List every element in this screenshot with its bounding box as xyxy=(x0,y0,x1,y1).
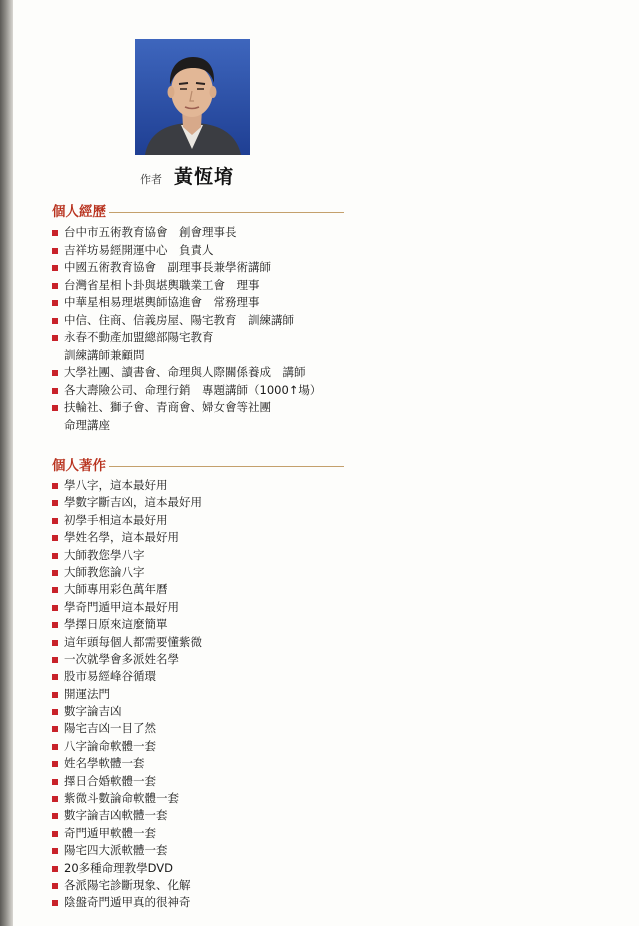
career-item-text: 中信、住商、信義房屋、陽宅教育 訓練講師 xyxy=(64,312,294,327)
bullet-square-icon xyxy=(52,883,58,889)
works-item xyxy=(52,894,202,911)
author-photo xyxy=(135,39,250,155)
works-item xyxy=(52,547,202,564)
works-item-text: 股市易經峰谷循環 xyxy=(64,669,156,684)
career-item-text: 台灣省星相卜卦與堪輿職業工會 理事 xyxy=(64,277,260,292)
bullet-square-icon xyxy=(52,405,58,411)
bullet-square-icon xyxy=(52,318,58,324)
works-item-text: 一次就學會多派姓名學 xyxy=(64,651,179,666)
works-item xyxy=(52,755,202,772)
works-item xyxy=(52,529,202,546)
career-item-text: 永春不動產加盟總部陽宅教育 xyxy=(64,330,214,344)
works-item-text: 陽宅四大派軟體一套 xyxy=(64,843,168,858)
bullet-square-icon xyxy=(52,796,58,802)
career-title-text: 個人經歷 xyxy=(52,204,106,220)
works-item xyxy=(52,877,202,894)
works-item xyxy=(52,842,202,859)
career-item xyxy=(52,312,321,330)
career-item xyxy=(52,294,321,312)
career-item-text: 中華星相易理堪輿師協進會 常務理事 xyxy=(64,295,260,309)
works-item-text: 學姓名學，這本最好用 xyxy=(64,530,179,545)
works-item-text: 奇門遁甲軟體一套 xyxy=(64,825,156,840)
works-item xyxy=(52,494,202,511)
works-item-text: 大師教您學八字 xyxy=(64,547,145,562)
bullet-square-icon xyxy=(52,640,58,646)
bullet-square-icon xyxy=(52,605,58,611)
career-item xyxy=(52,259,321,277)
bullet-square-icon xyxy=(52,300,58,306)
career-item-text: 扶輪社、獅子會、青商會、婦女會等社團 xyxy=(64,400,271,414)
bullet-square-icon xyxy=(52,622,58,628)
career-item xyxy=(52,364,321,382)
career-item-text: 台中市五術教育協會 創會理事長 xyxy=(64,225,237,239)
bullet-square-icon xyxy=(52,692,58,698)
works-item-text: 大師教您論八字 xyxy=(64,564,145,579)
works-item-text: 學奇門遁甲這本最好用 xyxy=(64,599,179,614)
works-item xyxy=(52,564,202,581)
author-label: 作者 xyxy=(140,173,162,186)
works-item xyxy=(52,790,202,807)
bullet-square-icon xyxy=(52,709,58,715)
works-item xyxy=(52,512,202,529)
bullet-square-icon xyxy=(52,900,58,906)
works-title-text: 個人著作 xyxy=(52,458,106,474)
author-credit xyxy=(140,162,270,189)
works-item-text: 數字論吉凶 xyxy=(64,704,122,719)
works-item xyxy=(52,773,202,790)
works-item-text: 陽宅吉凶一目了然 xyxy=(64,721,156,736)
bullet-square-icon xyxy=(52,535,58,541)
works-item xyxy=(52,634,202,651)
works-item xyxy=(52,720,202,737)
works-item xyxy=(52,668,202,685)
works-item xyxy=(52,807,202,824)
bullet-square-icon xyxy=(52,674,58,680)
bullet-square-icon xyxy=(52,248,58,254)
works-item-text: 陰盤奇門遁甲真的很神奇 xyxy=(64,895,191,910)
career-item-text-continued: 命理講座 xyxy=(64,417,110,432)
bullet-square-icon xyxy=(52,848,58,854)
career-title-rule xyxy=(109,212,344,213)
works-item-text: 八字論命軟體一套 xyxy=(64,738,156,753)
works-item xyxy=(52,738,202,755)
bullet-square-icon xyxy=(52,570,58,576)
works-item-text: 初學手相這本最好用 xyxy=(64,512,168,527)
career-item-text: 各大壽險公司、命理行銷 專題講師（1000↑場） xyxy=(64,382,322,397)
works-item xyxy=(52,825,202,842)
works-item xyxy=(52,477,202,494)
bullet-square-icon xyxy=(52,587,58,593)
works-item-text: 這年頭每個人都需要懂紫微 xyxy=(64,634,202,649)
works-item xyxy=(52,860,202,877)
bullet-square-icon xyxy=(52,744,58,750)
works-item-text: 紫微斗數論命軟體一套 xyxy=(64,791,179,806)
bullet-square-icon xyxy=(52,813,58,819)
career-item xyxy=(52,329,321,364)
bullet-square-icon xyxy=(52,657,58,663)
works-item-text: 姓名學軟體一套 xyxy=(64,756,145,771)
career-item-text: 吉祥坊易經開運中心 負責人 xyxy=(64,242,214,257)
works-item-text: 20多種命理教學DVD xyxy=(64,860,174,875)
bullet-square-icon xyxy=(52,265,58,271)
bullet-square-icon xyxy=(52,726,58,732)
career-list xyxy=(52,224,321,434)
works-section-title xyxy=(52,454,344,474)
bullet-square-icon xyxy=(52,518,58,524)
career-item-text: 大學社團、讀書會、命理與人際關係養成 講師 xyxy=(64,365,306,379)
works-item xyxy=(52,616,202,633)
career-item xyxy=(52,399,321,434)
bullet-square-icon xyxy=(52,831,58,837)
page-edge-shadow xyxy=(0,0,13,926)
works-item-text: 大師專用彩色萬年曆 xyxy=(64,582,168,597)
author-portrait-icon xyxy=(135,39,250,155)
works-item xyxy=(52,581,202,598)
bullet-square-icon xyxy=(52,483,58,489)
works-item-text: 學擇日原來這麼簡單 xyxy=(64,617,168,632)
bullet-square-icon xyxy=(52,500,58,506)
bullet-square-icon xyxy=(52,230,58,236)
bullet-square-icon xyxy=(52,866,58,872)
bullet-square-icon xyxy=(52,388,58,394)
works-item xyxy=(52,686,202,703)
career-item xyxy=(52,224,321,242)
career-item xyxy=(52,242,321,260)
career-section-title xyxy=(52,200,344,220)
bullet-square-icon xyxy=(52,370,58,376)
works-list xyxy=(52,477,202,912)
works-item xyxy=(52,703,202,720)
works-item xyxy=(52,599,202,616)
author-name: 黃恆堉 xyxy=(174,166,235,188)
works-title-rule xyxy=(109,466,344,467)
career-item-text-continued: 訓練講師兼顧問 xyxy=(64,347,145,362)
works-item-text: 開運法門 xyxy=(64,686,110,701)
works-item-text: 學八字，這本最好用 xyxy=(64,478,168,492)
works-item xyxy=(52,651,202,668)
works-item-text: 學數字斷吉凶，這本最好用 xyxy=(64,495,202,510)
works-item-text: 各派陽宅診斷現象、化解 xyxy=(64,877,191,892)
bullet-square-icon xyxy=(52,335,58,341)
bullet-square-icon xyxy=(52,761,58,767)
career-item xyxy=(52,277,321,295)
bullet-square-icon xyxy=(52,553,58,559)
bullet-square-icon xyxy=(52,283,58,289)
career-item xyxy=(52,382,321,400)
career-item-text: 中國五術教育協會 副理事長兼學術講師 xyxy=(64,260,271,274)
works-item-text: 擇日合婚軟體一套 xyxy=(64,773,156,788)
bullet-square-icon xyxy=(52,779,58,785)
works-item-text: 數字論吉凶軟體一套 xyxy=(64,808,168,823)
